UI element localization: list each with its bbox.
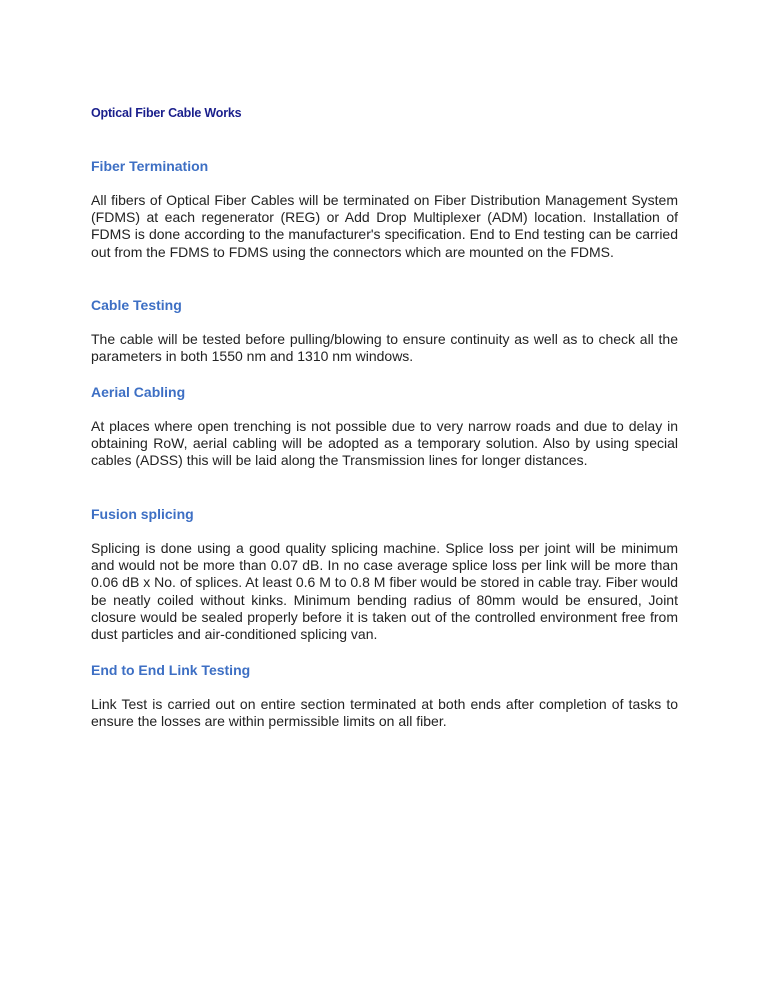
section-body: The cable will be tested before pulling/blowing to ensure continuity as well as to check all the parameters in both 1550 nm and 1310 nm windows. (91, 331, 678, 365)
section-cable-testing (91, 296, 678, 365)
section-heading: Aerial Cabling (91, 384, 186, 400)
section-aerial-cabling (91, 383, 678, 470)
section-heading: Fiber Termination (91, 158, 209, 174)
section-heading: Fusion splicing (91, 506, 194, 522)
section-fiber-termination (91, 157, 678, 261)
section-end-to-end-link-testing (91, 661, 678, 730)
document-title: Optical Fiber Cable Works (91, 106, 242, 120)
section-heading: Cable Testing (91, 297, 182, 313)
section-body: Splicing is done using a good quality splicing machine. Splice loss per joint will be minimum and would not be more than 0.07 dB. In no case average splice loss per link will be more than 0.06 dB x No. of splices. At least 0.6 M to 0.8 M fiber would be stored in cable tray. Fiber would be neatly coiled without kinks. Minimum bending radius of 80mm would be ensured, Joint closure would be sealed properly before it is taken out of the controlled environment free from dust particles and air-conditioned splicing van. (91, 540, 678, 643)
section-heading: End to End Link Testing (91, 662, 251, 678)
section-body: All fibers of Optical Fiber Cables will be terminated on Fiber Distribution Management System (FDMS) at each regenerator (REG) or Add Drop Multiplexer (ADM) location. Installation of FDMS is done according to the manufacturer's specification. End to End testing can be carried out from the FDMS to FDMS using the connectors which are mounted on the FDMS. (91, 192, 678, 260)
section-body: Link Test is carried out on entire section terminated at both ends after completion of tasks to ensure the losses are within permissible limits on all fiber. (91, 696, 678, 730)
section-body: At places where open trenching is not possible due to very narrow roads and due to delay in obtaining RoW, aerial cabling will be adopted as a temporary solution. Also by using special cables (ADSS) this will be laid along the Transmission lines for longer distances. (91, 418, 678, 469)
section-fusion-splicing (91, 505, 678, 643)
